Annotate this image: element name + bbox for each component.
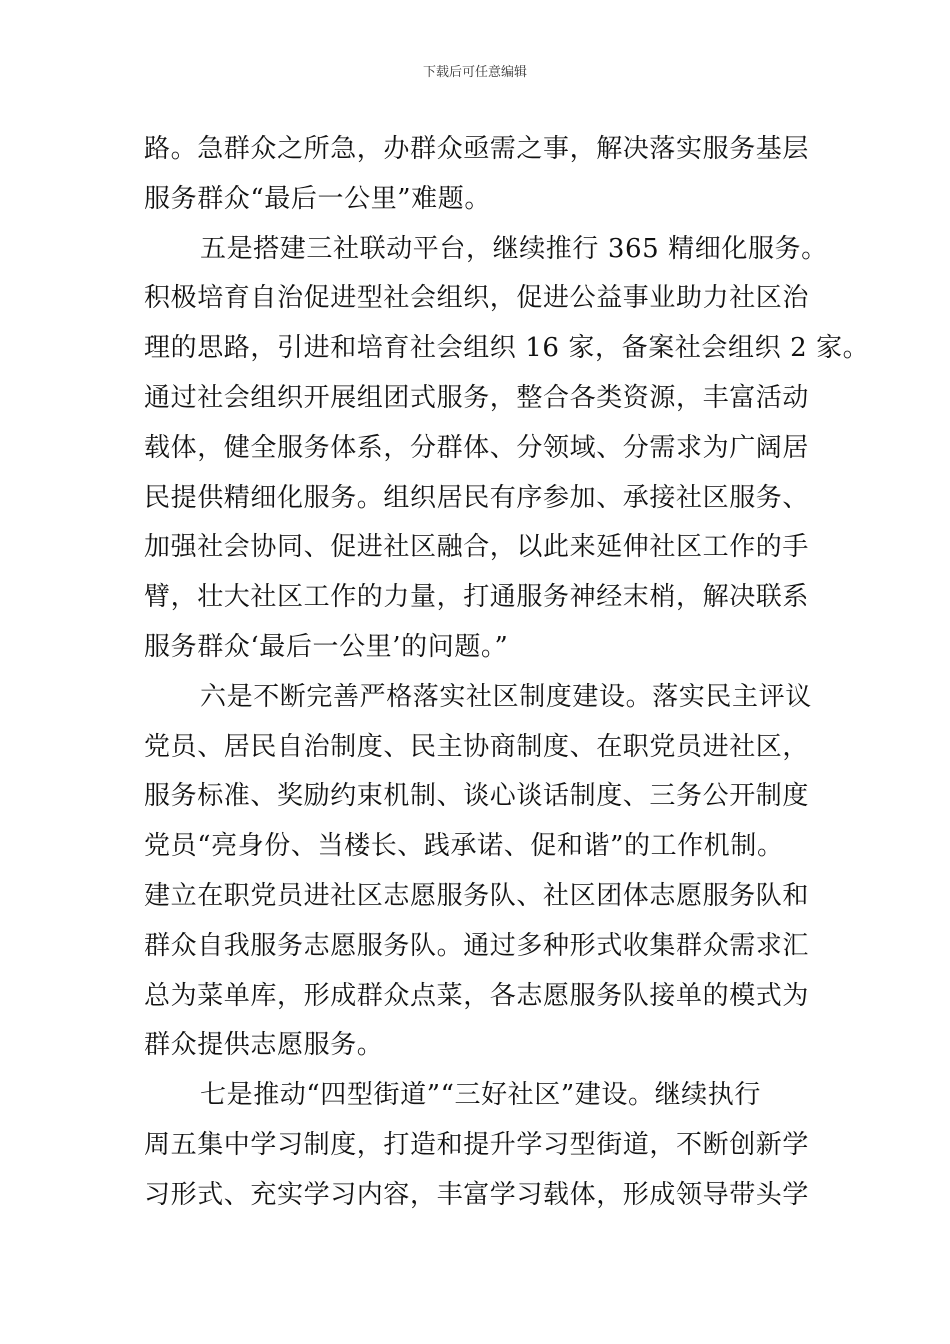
text-line: 积极培育自治促进型社会组织，促进公益事业助力社区治 bbox=[144, 283, 810, 314]
paragraph-start-line: 七是推动“四型街道”“三好社区”建设。继续执行 bbox=[200, 1080, 761, 1111]
text-line: 路。急群众之所急，办群众亟需之事，解决落实服务基层 bbox=[144, 134, 810, 164]
text-line: 习形式、充实学习内容，丰富学习载体，形成领导带头学 bbox=[144, 1179, 810, 1210]
text-line: 服务标准、奖励约束机制、谈心谈话制度、三务公开制度 bbox=[144, 781, 810, 812]
paragraph-start-line: 六是不断完善严格落实社区制度建设。落实民主评议 bbox=[200, 681, 812, 712]
document-body bbox=[144, 125, 870, 1221]
text-line: 民提供精细化服务。组织居民有序参加、承接社区服务、 bbox=[144, 482, 810, 513]
text-line: 臂，壮大社区工作的力量，打通服务神经末梢，解决联系 bbox=[144, 582, 810, 613]
paragraph-start-line: 五是搭建三社联动平台，继续推行 365 精细化服务。 bbox=[200, 233, 828, 264]
text-line: 加强社会协同、促进社区融合，以此来延伸社区工作的手 bbox=[144, 532, 810, 563]
text-line: 总为菜单库，形成群众点菜，各志愿服务队接单的模式为 bbox=[144, 980, 810, 1011]
text-line: 党员、居民自治制度、民主协商制度、在职党员进社区， bbox=[144, 731, 810, 762]
text-line: 党员“亮身份、当楼长、践承诺、促和谐”的工作机制。 bbox=[144, 831, 784, 862]
text-line: 服务群众“最后一公里”难题。 bbox=[144, 183, 491, 214]
text-line: 群众自我服务志愿服务队。通过多种形式收集群众需求汇 bbox=[144, 930, 810, 961]
text-line: 建立在职党员进社区志愿服务队、社区团体志愿服务队和 bbox=[144, 880, 810, 911]
page-header: 下载后可任意编辑 bbox=[422, 65, 527, 80]
text-line: 通过社会组织开展组团式服务，整合各类资源，丰富活动 bbox=[144, 382, 810, 413]
text-line: 服务群众‘最后一公里’的问题。” bbox=[144, 631, 509, 662]
text-line: 载体，健全服务体系，分群体、分领域、分需求为广阔居 bbox=[144, 432, 810, 463]
text-line: 理的思路，引进和培育社会组织 16 家，备案社会组织 2 家。 bbox=[144, 333, 870, 364]
text-line: 周五集中学习制度，打造和提升学习型街道，不断创新学 bbox=[144, 1129, 810, 1160]
text-line: 群众提供志愿服务。 bbox=[144, 1030, 384, 1061]
